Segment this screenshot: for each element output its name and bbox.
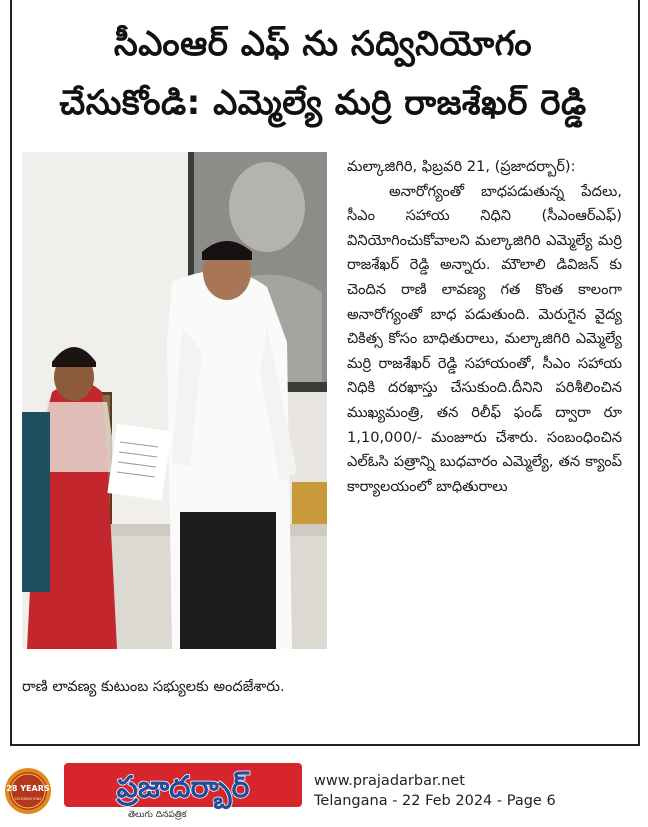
dateline: మల్కాజిగిరి, ఫిబ్రవరి 21, (ప్రజాదర్బార్): — [347, 158, 576, 175]
headline-line-2: చేసుకోండి: ఎమ్మెల్యే మర్రి రాజశేఖర్ రెడ్డి — [59, 83, 587, 123]
tagline: తెలుగు దినపత్రిక — [128, 810, 187, 820]
edition-info: Telangana - 22 Feb 2024 - Page 6 — [314, 793, 556, 809]
seal-subtext: CELEBRATIONS — [14, 797, 42, 801]
photo-illustration — [22, 152, 327, 649]
anniversary-seal — [4, 767, 52, 815]
body-paragraph: అనారోగ్యంతో బాధపడుతున్న పేదలు, సీఎం సహాయ నిధిని (సీఎంఆర్ఎఫ్) వినియోగించుకోవాలని మల్కాజిగిరి ఎమ్మెల్యే మర్రి రాజశేఖర్ రెడ్డి అన్నారు. మౌలాలి డివిజన్ కు చెందిన రాణి లావణ్య గత కొంత కాలంగా అనారోగ్యంతో బాధ పడుతుంది. మెరుగైన వైద్య చికిత్స కోసం బాధితురాలు, మల్కాజిగిరి ఎమ్మెల్యే మర్రి రాజశేఖర్ రెడ్డి సహాయంతో, సీఎం సహాయ నిధికి దరఖాస్తు చేసుకుంది.దీనిని పరిశీలించిన ముఖ్యమంత్రి, తన రిలీఫ్ ఫండ్ ద్వారా రూ 1,10,000/- మంజూరు చేశారు. సంబంధించిన ఎల్ఓసి పత్రాన్ని బుధవారం ఎమ్మెల్యే, తన క్యాంప్ కార్యాలయంలో బాధితురాలు — [347, 182, 622, 495]
headline-line-1: సీఎంఆర్ ఎఫ్ ను సద్వినియోగం — [113, 24, 533, 64]
article-body — [347, 155, 622, 499]
website-url[interactable]: www.prajadarbar.net — [314, 773, 465, 789]
page-footer — [0, 757, 648, 825]
seal-icon — [4, 767, 52, 815]
logo-text: ప్రజాదర్బార్ — [116, 770, 250, 805]
seal-text: 28 YEARS — [6, 784, 50, 793]
article-last-line: రాణి లావణ్య కుటుంబ సభ్యులకు అందజేశారు. — [22, 678, 285, 695]
news-photo — [22, 152, 327, 649]
